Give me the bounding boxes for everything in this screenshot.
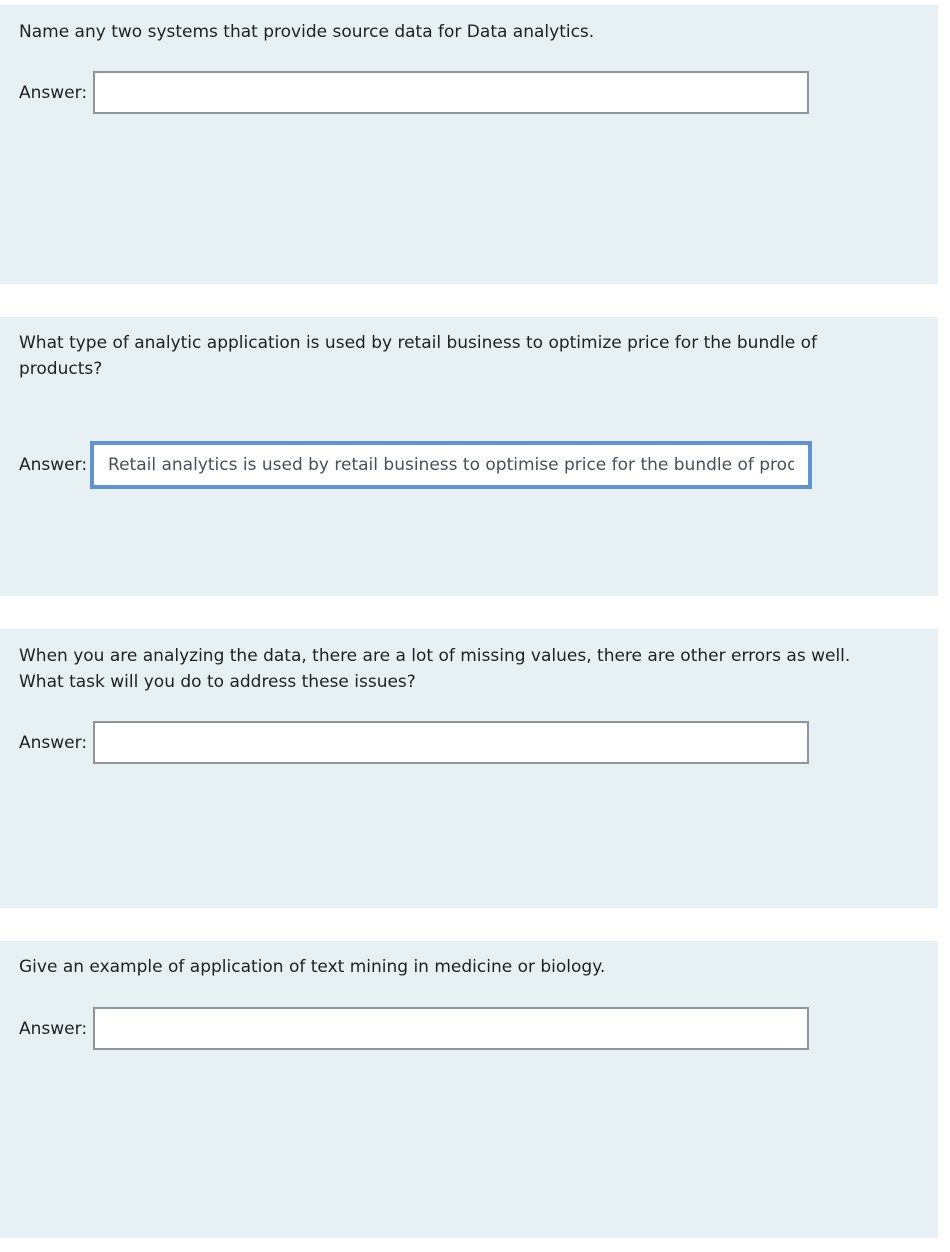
answer-row	[19, 721, 809, 764]
question-3	[0, 629, 938, 908]
answer-input-2[interactable]	[90, 441, 812, 489]
answer-input-1[interactable]	[93, 71, 809, 114]
answer-label: Answer:	[19, 732, 88, 753]
answer-label: Answer:	[19, 82, 88, 103]
question-1	[0, 5, 938, 284]
answer-row	[19, 1007, 809, 1050]
question-text: What type of analytic application is used by retail business to optimize price for the bundle of products?	[19, 333, 817, 379]
question-2	[0, 317, 938, 596]
answer-input-4[interactable]	[93, 1007, 809, 1050]
question-text: Name any two systems that provide source data for Data analytics.	[19, 22, 595, 42]
answer-label: Answer:	[19, 1018, 88, 1039]
answer-label: Answer:	[19, 455, 88, 475]
answer-input-3[interactable]	[93, 721, 809, 764]
question-4	[0, 941, 938, 1238]
question-text: Give an example of application of text mining in medicine or biology.	[19, 957, 606, 977]
answer-row	[19, 71, 809, 114]
question-text: When you are analyzing the data, there are a lot of missing values, there are other errors as well. What task will you do to address these issues?	[19, 646, 851, 692]
answer-row	[19, 441, 812, 489]
